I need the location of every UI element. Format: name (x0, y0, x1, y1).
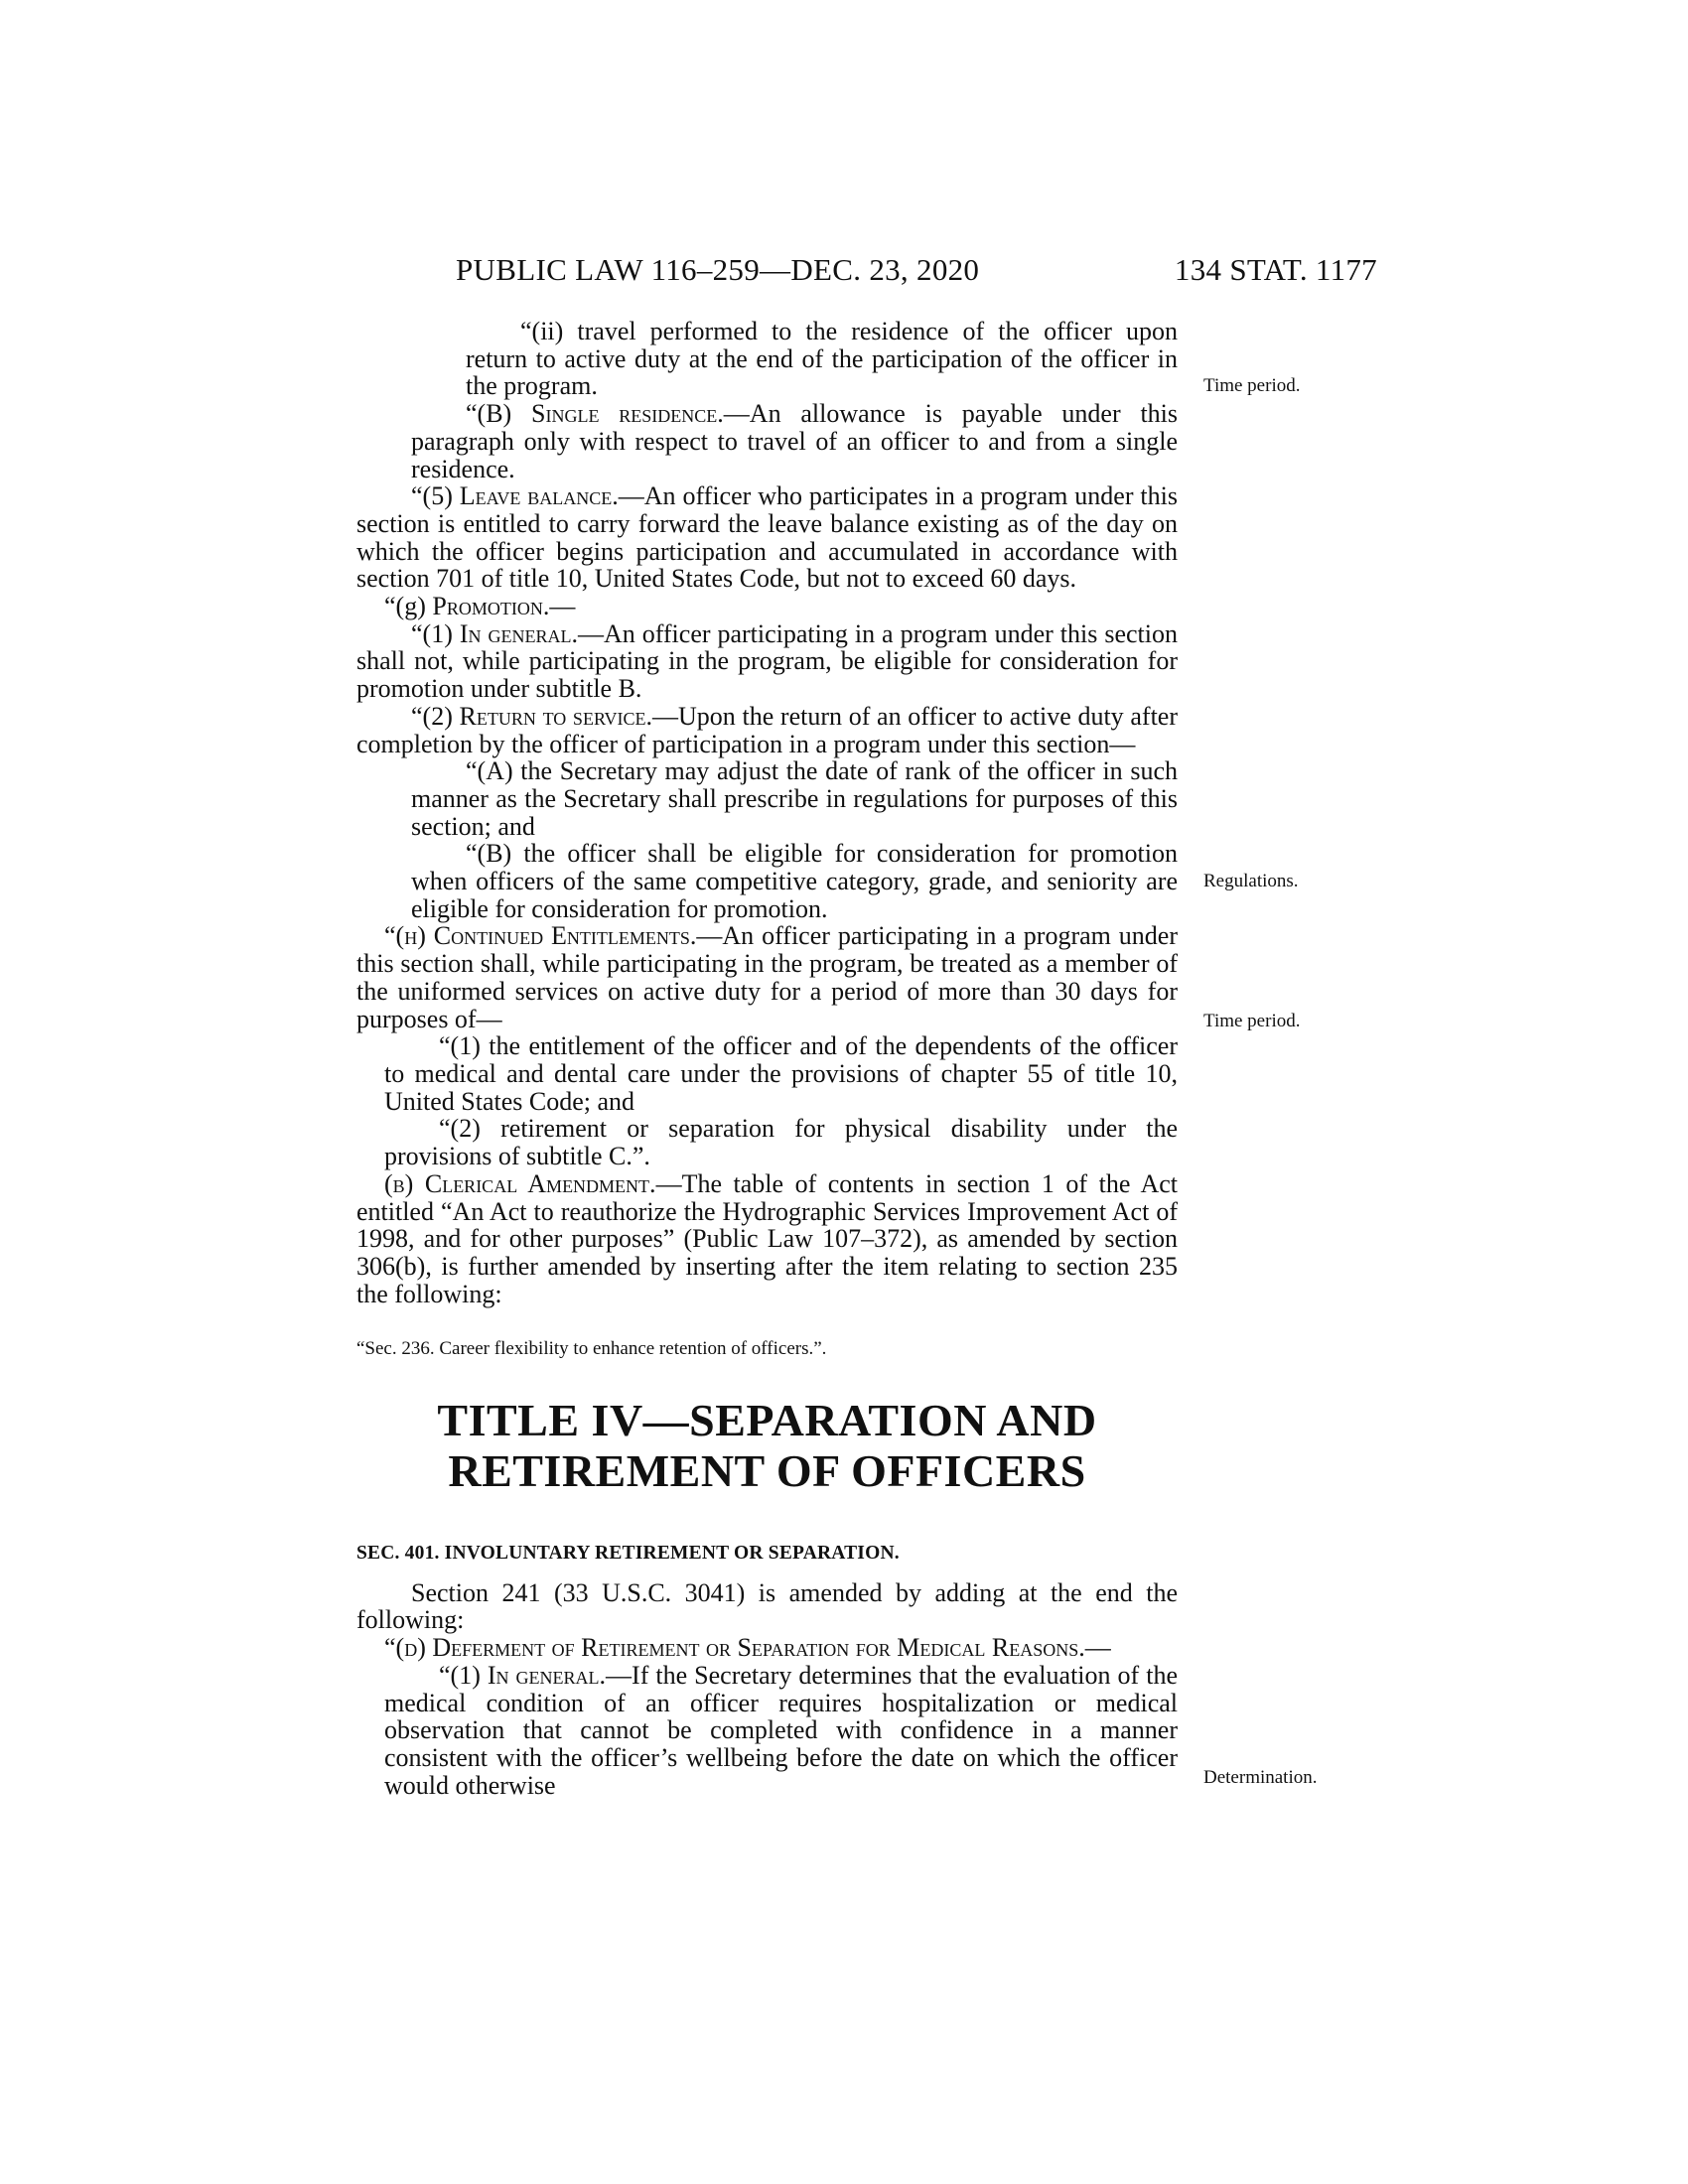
paragraph-text: —If the Secretary determines that the evaluation of the medical condition of an officer requires hospitalization or medical observation that cannot be completed with confidence in a manner consistent with the officer’s wellbeing before the date on which the officer would otherwise (384, 1660, 1178, 1800)
paragraph-text: “(A) the Secretary may adjust the date of rank of the officer in such manner as the Secretary shall prescribe in regulations for purposes of this section; and (411, 756, 1178, 841)
paragraph-b-eligible (356, 840, 1178, 922)
paragraph-heading: “(1) In general. (411, 618, 578, 648)
paragraph-b-clerical-amendment (356, 1170, 1178, 1308)
paragraph-heading: “(5) Leave balance. (411, 481, 619, 511)
paragraph-text: Section 241 (33 U.S.C. 3041) is amended by adding at the end the following: (356, 1577, 1178, 1635)
paragraph-text: “(1) the entitlement of the officer and of the dependents of the officer to medical and dental care under the provisions of chapter 55 of title 10, United States Code; and (384, 1031, 1178, 1116)
paragraph-1-entitlement (356, 1032, 1178, 1115)
paragraph-5-leave-balance (356, 482, 1178, 593)
paragraph-a-adjust-date (356, 757, 1178, 840)
paragraph-dash: — (1084, 1633, 1111, 1663)
paragraph-section-241 (356, 1579, 1178, 1634)
table-of-contents-item: “Sec. 236. Career flexibility to enhance retention of officers.”. (356, 1338, 827, 1360)
paragraph-text: “(B) the officer shall be eligible for consideration for promotion when officers of the same competitive category, grade, and seniority are eligible for consideration for promotion. (411, 839, 1178, 923)
paragraph-h-continued-entitlements (356, 922, 1178, 1032)
paragraph-heading: “(h) Continued Entitlements. (384, 921, 697, 951)
section-heading: SEC. 401. INVOLUNTARY RETIREMENT OR SEPARATION. (356, 1543, 900, 1565)
paragraph-2-return-to-service (356, 703, 1178, 757)
paragraph-text: —An officer participating in a program under this section shall not, while participating in the program, be eligible for consideration for promotion under subtitle B. (356, 618, 1178, 704)
margin-note-regulations: Regulations. (1203, 871, 1299, 891)
body-text (356, 318, 1178, 1799)
paragraph-text: —The table of contents in section 1 of the Act entitled “An Act to reauthorize the Hydrographic Services Improvement Act of 1998, and for other purposes” (Public Law 107–372), as amended by section 306(b), is further amended by inserting after the item relating to section 235 the following: (356, 1168, 1178, 1308)
paragraph-ii-travel (356, 318, 1178, 400)
paragraph-1-in-general (356, 620, 1178, 703)
title-heading (356, 1395, 1178, 1496)
paragraph-prefix: “(g) (384, 592, 433, 621)
title-line-2: RETIREMENT OF OFFICERS (448, 1445, 1086, 1497)
paragraph-1-secretary-determines (356, 1662, 1178, 1800)
paragraph-text: —Upon the return of an officer to active duty after completion by the officer of participation in a program under this section— (356, 701, 1178, 758)
paragraph-2-retirement (356, 1115, 1178, 1169)
paragraph-heading: “(1) In general. (439, 1660, 607, 1690)
paragraph-text: “(ii) travel performed to the residence of the officer upon return to active duty at the end of the participation of the officer in the program. (466, 317, 1178, 401)
paragraph-dash: — (549, 592, 576, 621)
paragraph-heading: “(2) Return to service. (411, 701, 652, 731)
paragraph-text: “(2) retirement or separation for physical disability under the provisions of subtitle C.”. (384, 1114, 1178, 1171)
paragraph-text: —An officer participating in a program under this section shall, while participating in the program, be treated as a member of the uniformed services on active duty for a period of more than 30 days for purposes of— (356, 921, 1178, 1033)
paragraph-heading: “(B) Single residence. (466, 399, 724, 429)
paragraph-b-single-residence (356, 400, 1178, 482)
paragraph-heading: “(d) Deferment of Retirement or Separation for Medical Reasons. (384, 1633, 1085, 1663)
title-line-1: TITLE IV—SEPARATION AND (437, 1395, 1097, 1446)
margin-note-determination: Determination. (1203, 1767, 1318, 1788)
paragraph-text: —An officer who participates in a program under this section is entitled to carry forward the leave balance existing as of the day on which the officer begins participation and accumulated in accordance with section 701 of title 10, United States Code, but not to exceed 60 days. (356, 481, 1178, 594)
margin-note-time-period: Time period. (1203, 375, 1301, 396)
page-header (456, 252, 1377, 296)
paragraph-g-promotion (356, 593, 1178, 620)
paragraph-text: —An allowance is payable under this paragraph only with respect to travel of an officer to and from a single residence. (411, 399, 1179, 483)
margin-note-time-period: Time period. (1203, 1011, 1301, 1031)
public-law-citation: PUBLIC LAW 116–259—DEC. 23, 2020 (456, 252, 980, 287)
statute-page-number: 134 STAT. 1177 (1174, 252, 1377, 287)
paragraph-heading: (b) Clerical Amendment. (384, 1168, 656, 1198)
paragraph-heading: Promotion. (432, 592, 550, 621)
paragraph-d-deferment (356, 1634, 1178, 1662)
